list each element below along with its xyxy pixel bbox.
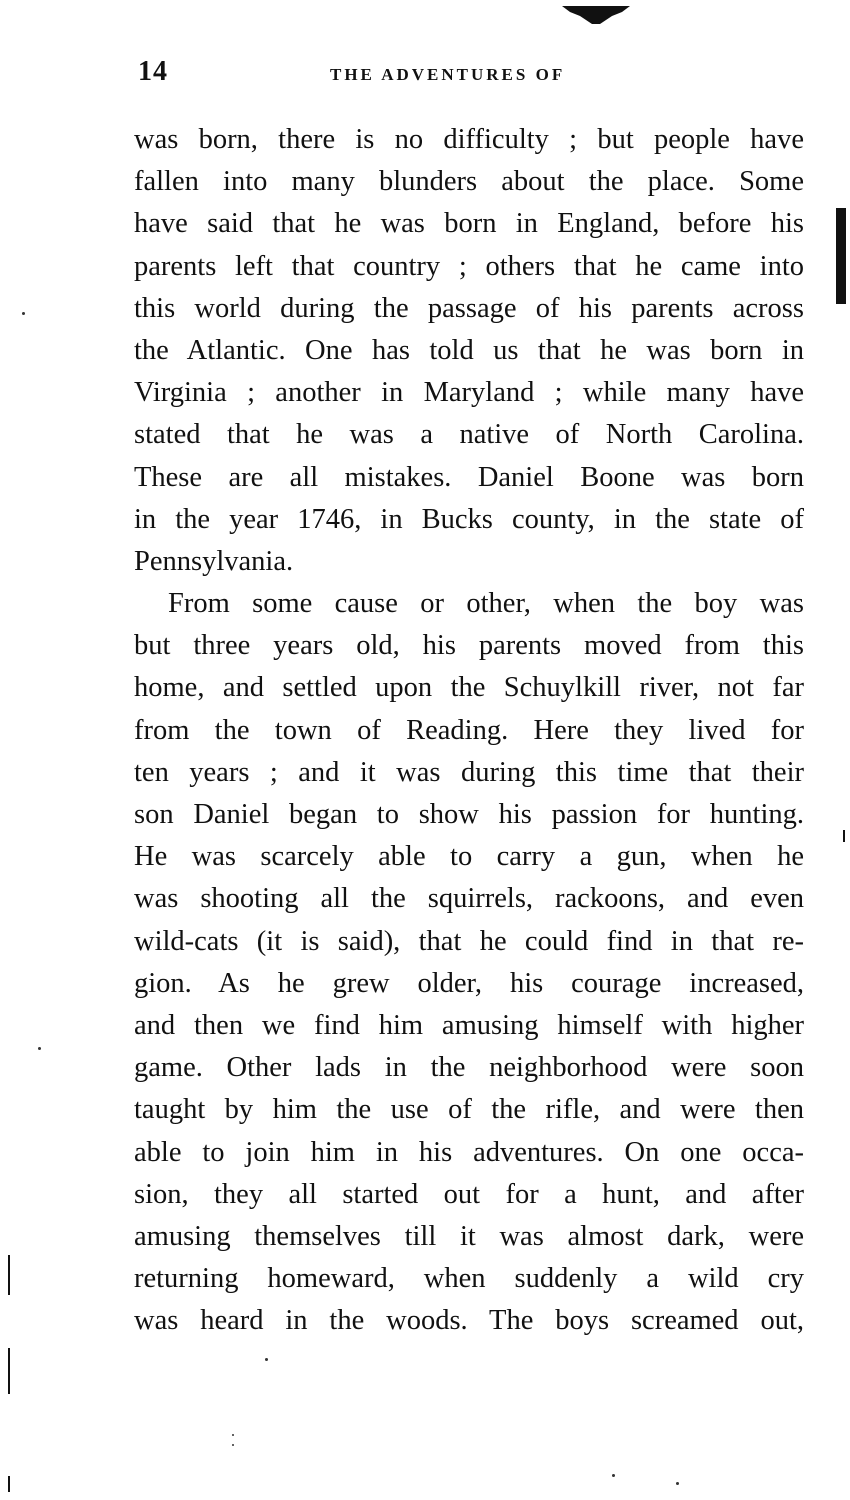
text-line: stated that he was a native of North Carolina. [134, 419, 804, 451]
margin-bar-mark [836, 208, 846, 304]
margin-line-mark [8, 1476, 10, 1492]
text-line: These are all mistakes. Daniel Boone was born [134, 461, 804, 493]
print-speck [612, 1474, 615, 1477]
page-number: 14 [138, 56, 168, 87]
text-line: able to join him in his adventures. On one occa- [134, 1136, 804, 1168]
text-line: taught by him the use of the rifle, and were then [134, 1094, 804, 1126]
text-line: was shooting all the squirrels, rackoons, and even [134, 883, 804, 915]
text-line: but three years old, his parents moved from this [134, 630, 804, 662]
body-text [134, 119, 804, 1342]
paragraph-1 [134, 119, 804, 583]
margin-tick-mark [843, 830, 845, 842]
text-line: this world during the passage of his parents across [134, 292, 804, 324]
text-line: fallen into many blunders about the place. Some [134, 166, 804, 198]
margin-line-mark [8, 1348, 10, 1394]
text-line: home, and settled upon the Schuylkill river, not far [134, 672, 804, 704]
text-line: have said that he was born in England, before his [134, 208, 804, 240]
text-line: son Daniel began to show his passion for hunting. [134, 799, 804, 830]
text-line: He was scarcely able to carry a gun, when he [134, 841, 804, 873]
text-line: sion, they all started out for a hunt, and after [134, 1178, 804, 1210]
text-line: parents left that country ; others that he came into [134, 250, 804, 282]
text-line: was heard in the woods. The boys screamed out, [134, 1305, 804, 1337]
text-line: wild-cats (it is said), that he could find in that re- [134, 925, 804, 957]
margin-line-mark [8, 1255, 10, 1295]
text-line: in the year 1746, in Bucks county, in the state of [134, 503, 804, 535]
paragraph-2 [134, 583, 804, 1342]
text-line: ten years ; and it was during this time that their [134, 756, 804, 788]
text-line: amusing themselves till it was almost dark, were [134, 1220, 804, 1252]
print-speck [676, 1482, 679, 1485]
text-line: was born, there is no difficulty ; but people have [134, 124, 804, 155]
print-speck [265, 1358, 268, 1361]
printer-ornament-icon [560, 4, 632, 26]
text-line: Virginia ; another in Maryland ; while many have [134, 377, 804, 409]
text-line: and then we find him amusing himself with higher [134, 1009, 804, 1041]
text-line: gion. As he grew older, his courage increased, [134, 967, 804, 999]
text-line: from the town of Reading. Here they lived for [134, 714, 804, 746]
text-line: the Atlantic. One has told us that he was born in [134, 334, 804, 366]
page-header [134, 56, 804, 90]
text-line: game. Other lads in the neighborhood were soon [134, 1052, 804, 1084]
text-line: Pennsylvania. [134, 545, 294, 577]
running-head: THE ADVENTURES OF [330, 65, 566, 84]
print-speck [232, 1434, 234, 1436]
print-speck [22, 312, 25, 315]
print-speck [38, 1047, 41, 1050]
text-line: From some cause or other, when the boy was [168, 588, 804, 620]
print-speck [232, 1444, 234, 1446]
text-line: returning homeward, when suddenly a wild cry [134, 1263, 804, 1295]
